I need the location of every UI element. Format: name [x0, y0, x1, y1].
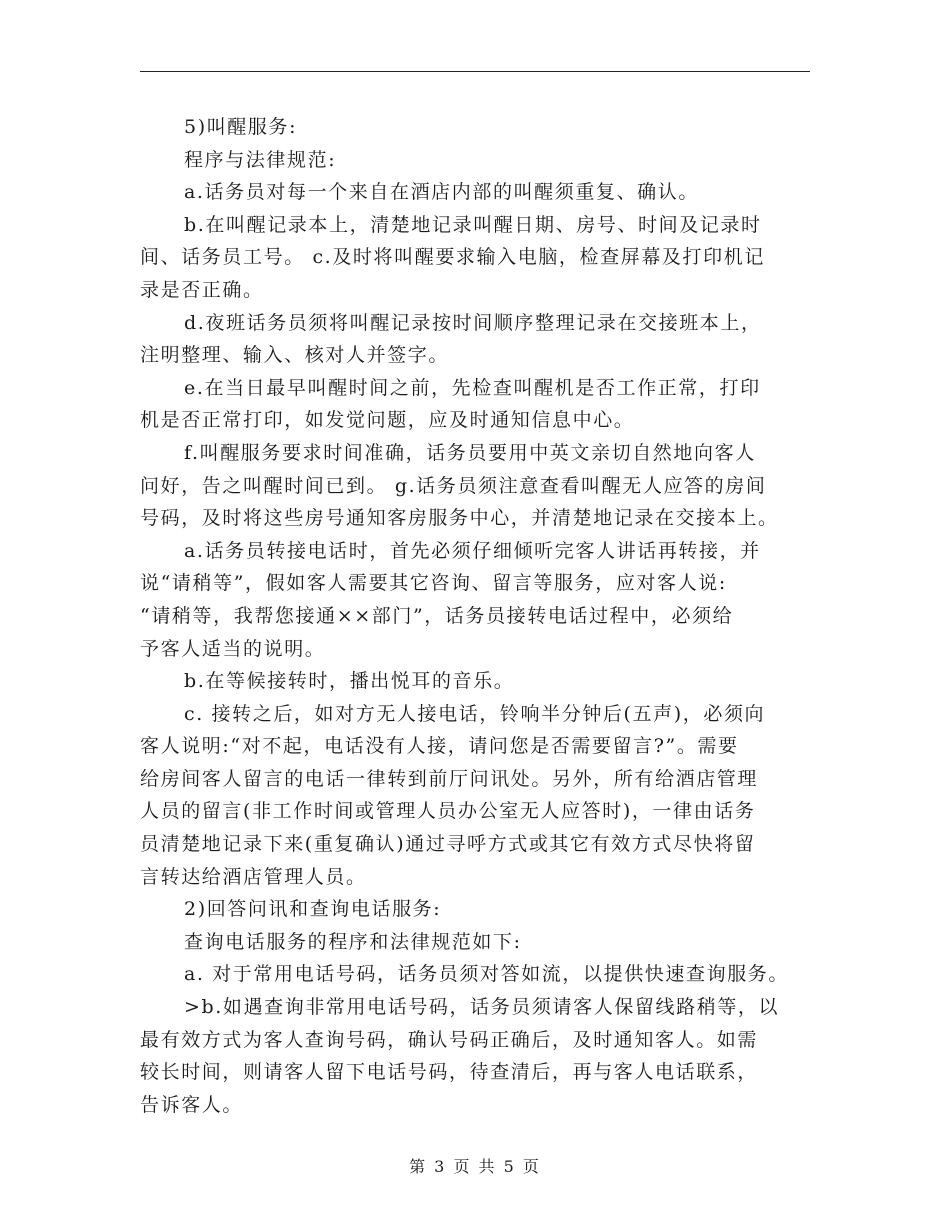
- text-line: 间、话务员工号。 c.及时将叫醒要求输入电脑，检查屏幕及打印机记: [140, 246, 765, 269]
- text-line: 员清楚地记录下来(重复确认)通过寻呼方式或其它有效方式尽快将留: [140, 833, 756, 856]
- text-line: >b.如遇查询非常用电话号码，话务员须请客人保留线路稍等，以: [184, 996, 780, 1019]
- text-line: 人员的留言(非工作时间或管理人员办公室无人应答时)，一律由话务: [140, 800, 756, 823]
- text-line: 程序与法律规范:: [184, 148, 337, 171]
- text-line: 言转达给酒店管理人员。: [140, 865, 367, 888]
- text-line: 注明整理、输入、核对人并签字。: [140, 344, 450, 367]
- header-rule: [140, 71, 810, 72]
- text-line: b.在叫醒记录本上，清楚地记录叫醒日期、房号、时间及记录时: [184, 213, 762, 236]
- text-line: a.话务员对每一个来自在酒店内部的叫醒须重复、确认。: [184, 181, 699, 204]
- text-line: 录是否正确。: [140, 278, 264, 301]
- text-line: f.叫醒服务要求时间准确，话务员要用中英文亲切自然地向客人: [184, 441, 756, 464]
- text-line: d.夜班话务员须将叫醒记录按时间顺序整理记录在交接班本上，: [184, 311, 762, 334]
- document-body: [140, 111, 820, 1121]
- text-line: 给房间客人留言的电话一律转到前厅问讯处。另外，所有给酒店管理: [140, 767, 759, 790]
- text-line: 5)叫醒服务:: [184, 116, 298, 138]
- text-line: 客人说明:“对不起，电话没有人接，请问您是否需要留言?”。需要: [140, 735, 739, 758]
- text-line: 较长时间，则请客人留下电话号码，待查清后，再与客人电话联系，: [140, 1061, 759, 1084]
- text-line: 告诉客人。: [140, 1093, 244, 1116]
- text-line: a.话务员转接电话时，首先必须仔细倾听完客人讲话再转接，并: [184, 539, 761, 562]
- text-line: 最有效方式为客人查询号码，确认号码正确后，及时通知客人。如需: [140, 1028, 759, 1051]
- text-line: 号码，及时将这些房号通知客房服务中心，并清楚地记录在交接本上。: [140, 507, 779, 530]
- text-line: a. 对于常用电话号码，话务员须对答如流，以提供快速查询服务。: [184, 963, 790, 986]
- text-line: c. 接转之后，如对方无人接电话，铃响半分钟后(五声)，必须向: [184, 702, 766, 725]
- text-line: 予客人适当的说明。: [140, 637, 326, 660]
- text-line: 问好，告之叫醒时间已到。 g.话务员须注意查看叫醒无人应答的房间: [140, 474, 767, 497]
- text-line: 说“请稍等”，假如客人需要其它咨询、留言等服务，应对客人说:: [140, 572, 727, 595]
- text-line: 2)回答问讯和查询电话服务:: [184, 898, 442, 921]
- text-line: “请稍等，我帮您接通××部门”，话务员接转电话过程中，必须给: [140, 604, 734, 627]
- text-line: e.在当日最早叫醒时间之前，先检查叫醒机是否工作正常，打印: [184, 376, 761, 399]
- text-line: 机是否正常打印，如发觉问题，应及时通知信息中心。: [140, 409, 635, 432]
- text-line: b.在等候接转时，播出悦耳的音乐。: [184, 670, 515, 693]
- text-line: 查询电话服务的程序和法律规范如下:: [184, 930, 522, 953]
- page-footer: 第 3 页 共 5 页: [409, 1157, 541, 1176]
